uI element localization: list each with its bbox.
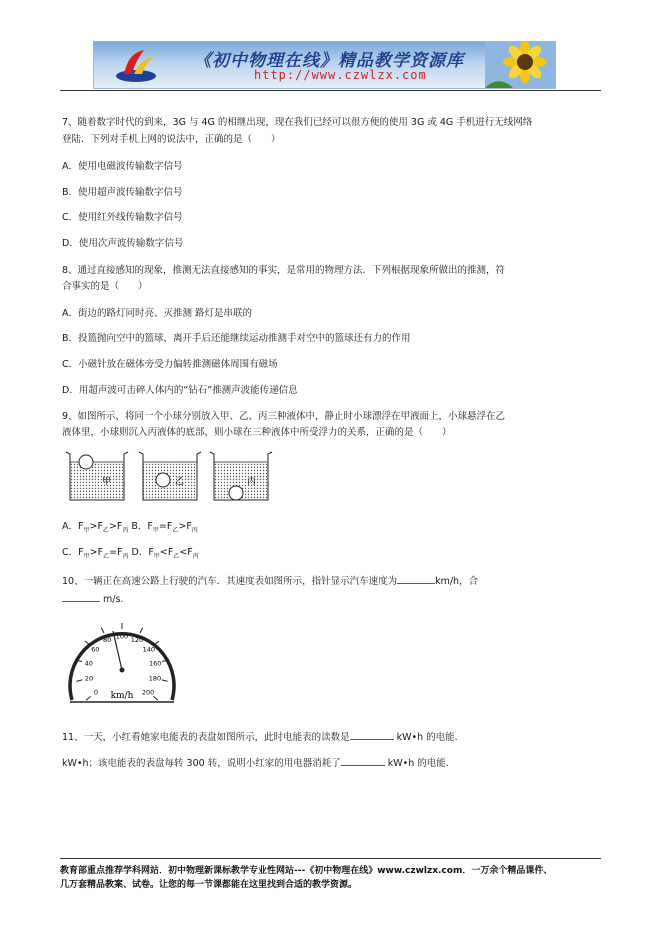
gauge-tick bbox=[76, 680, 82, 681]
sunflower-icon bbox=[485, 42, 555, 88]
q8-stem-line1: 8、通过直接感知的现象，推测无法直接感知的事实，是常用的物理方法．下列根据现象所做出的推测，符 bbox=[62, 265, 506, 276]
q8-option-d: D．用超声波可击碎人体内的“钻石”推测声波能传递信息 bbox=[62, 385, 298, 396]
q7-option-a: A．使用电磁波传输数字信号 bbox=[62, 161, 183, 172]
gauge-tick-label: 0 bbox=[93, 688, 99, 697]
footer-rule bbox=[60, 858, 601, 859]
footer-line1: 教育部重点推荐学科网站．初中物理新课标教学专业性网站---《初中物理在线》www.czwlzx.com．一万余个精品课件、 bbox=[60, 866, 553, 876]
gauge-tick-label: 160 bbox=[149, 659, 162, 668]
q8-option-c: C．小磁针放在磁体旁受力偏转推测磁体周围有磁场 bbox=[62, 359, 278, 370]
q9-stem-line1: 9、如图所示，将同一个小球分别放入甲、乙、丙三种液体中，静止时小球漂浮在甲液面上，小球悬浮在乙 bbox=[62, 411, 506, 422]
logo-icon bbox=[114, 46, 158, 84]
beaker-bing bbox=[210, 452, 272, 500]
gauge-tick bbox=[162, 680, 168, 681]
gauge-tick-label: 180 bbox=[148, 674, 162, 683]
q7-option-d: D．使用次声波传输数字信号 bbox=[62, 238, 184, 249]
q9-stem-line2: 液体里，小球则沉入丙液体的底部，则小球在三种液体中所受浮力的关系，正确的是（ ） bbox=[62, 427, 452, 438]
q10-stem-line1: 10、一辆正在高速公路上行驶的汽车．其速度表如图所示，指针显示汽车速度为 km/h，合 bbox=[62, 573, 478, 588]
footer-line2: 几万套精品教案、试卷。让您的每一节课都能在这里找到合适的教学资源。 bbox=[60, 880, 358, 890]
q7-stem-line1: 7、随着数字时代的到来，3G 与 4G 的相继出现，现在我们已经可以很方便的使用 3G 或 4G 手机进行无线网络 bbox=[62, 117, 533, 128]
header-rule bbox=[60, 90, 601, 91]
q11-line2: kW•h；该电能表的表盘每转 300 转，说明小红家的用电器消耗了 kW•h 的电能. bbox=[62, 755, 449, 770]
gauge-tick bbox=[86, 696, 91, 700]
gauge-tick-label: 200 bbox=[141, 688, 155, 697]
q9-options-cd: C．$F_甲>F_乙=F_丙$ D．$F_甲<F_乙<F_丙$ bbox=[62, 547, 199, 560]
beaker-jia bbox=[66, 452, 128, 500]
banner-url: http://www.czwlzx.com bbox=[254, 68, 427, 82]
q7-stem-line2: 登陆．下列对手机上网的说法中，正确的是（ ） bbox=[62, 134, 281, 145]
gauge-tick bbox=[153, 696, 158, 700]
q10-stem-line2: m/s. bbox=[62, 591, 123, 606]
q10-speed-blank[interactable] bbox=[397, 573, 435, 584]
beaker-yi bbox=[139, 452, 201, 500]
gauge-tick-label: 100 bbox=[115, 632, 129, 641]
gauge-tick bbox=[85, 641, 90, 645]
gauge-tick bbox=[101, 628, 104, 633]
q11-line1: 11、一天，小红看她家电能表的表盘如图所示，此时电能表的读数是 kW•h 的电能. bbox=[62, 729, 458, 744]
beaker-label-jia: 甲 bbox=[102, 477, 112, 487]
gauge-tick-label: 60 bbox=[91, 645, 100, 654]
q8-option-a: A．街边的路灯同时亮、灭推测 路灯是串联的 bbox=[62, 308, 253, 319]
gauge-tick bbox=[154, 641, 159, 645]
gauge-unit-label: km/h bbox=[110, 691, 134, 701]
q11-reading-blank[interactable] bbox=[350, 729, 394, 740]
q7-option-c: C．使用红外线传输数字信号 bbox=[62, 212, 183, 223]
header-banner bbox=[93, 41, 556, 89]
speedometer-figure bbox=[66, 618, 178, 710]
gauge-tick-label: 80 bbox=[102, 635, 112, 644]
gauge-tick-label: 20 bbox=[84, 674, 94, 683]
gauge-tick-label: 40 bbox=[84, 659, 93, 668]
q9-options-ab: A．$F_甲>F_乙>F_丙$ B．$F_甲=F_乙>F_丙$ bbox=[62, 521, 198, 534]
footer-text bbox=[60, 864, 605, 892]
beaker-label-bing: 丙 bbox=[247, 477, 257, 487]
beakers-figure bbox=[64, 448, 274, 504]
beaker-label-yi: 乙 bbox=[175, 477, 185, 487]
q8-option-b: B．投篮抛向空中的篮球，离开手后还能继续运动推测手对空中的篮球还有力的作用 bbox=[62, 333, 411, 344]
q8-stem-line2: 合事实的是（ ） bbox=[62, 281, 148, 292]
banner-title: 《初中物理在线》精品教学资源库 bbox=[194, 51, 464, 71]
gauge-hub bbox=[120, 668, 125, 673]
gauge-tick bbox=[140, 628, 143, 633]
gauge-tick-label: 120 bbox=[130, 635, 144, 644]
q11-energy-blank[interactable] bbox=[341, 755, 385, 766]
q7-option-b: B．使用超声波传输数字信号 bbox=[62, 187, 183, 198]
q10-ms-blank[interactable] bbox=[62, 591, 100, 602]
gauge-tick-label: 140 bbox=[142, 645, 156, 654]
